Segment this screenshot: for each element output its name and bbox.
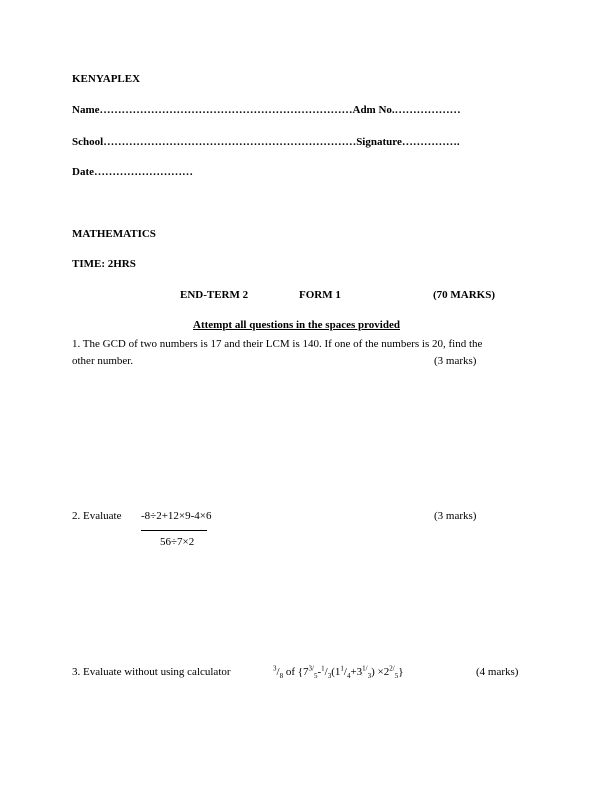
question-2-numerator: -8÷2+12×9-4×6 xyxy=(141,510,212,522)
question-1-line-1: 1. The GCD of two numbers is 17 and their LCM is 140. If one of the numbers is 20, find the xyxy=(72,338,483,350)
fraction-bar xyxy=(141,530,207,531)
name-field[interactable]: …………………………………………………………… xyxy=(99,104,353,116)
question-1-marks: (3 marks) xyxy=(434,355,477,367)
question-2-denominator: 56÷7×2 xyxy=(160,536,195,548)
question-3-marks: (4 marks) xyxy=(476,666,519,678)
subject-title: MATHEMATICS xyxy=(72,228,156,240)
instruction: Attempt all questions in the spaces provided xyxy=(193,319,400,331)
question-1-line-2: other number. xyxy=(72,355,134,367)
signature-field[interactable]: ……………. xyxy=(401,136,460,148)
exam-form: FORM 1 xyxy=(299,289,341,301)
date-field[interactable]: ……………………… xyxy=(94,166,193,178)
date-label: Date xyxy=(72,166,94,178)
exam-time: TIME: 2HRS xyxy=(72,258,136,270)
organization-name: KENYAPLEX xyxy=(72,73,141,85)
question-2-marks: (3 marks) xyxy=(434,510,477,522)
question-3-label: 3. Evaluate without using calculator xyxy=(72,666,231,678)
school-field[interactable]: …………………………………………………………… xyxy=(103,136,357,148)
exam-name: END-TERM 2 xyxy=(180,289,249,301)
name-line xyxy=(72,104,461,116)
adm-field[interactable]: ……………… xyxy=(394,104,461,116)
total-marks: (70 MARKS) xyxy=(433,289,496,301)
signature-label: Signature xyxy=(356,136,402,148)
question-2-label: 2. Evaluate xyxy=(72,510,122,522)
adm-label: Adm No. xyxy=(352,104,395,116)
question-3-expression: $^3/_8$ of $\{7^{3/}_5-^1/_3(1^1/_4+3^{1/}_3) \times 2^{2/}_5\}$ xyxy=(273,664,404,681)
date-line xyxy=(72,166,193,178)
school-label: School xyxy=(72,136,104,148)
name-label: Name xyxy=(72,104,100,116)
school-line xyxy=(72,136,460,148)
